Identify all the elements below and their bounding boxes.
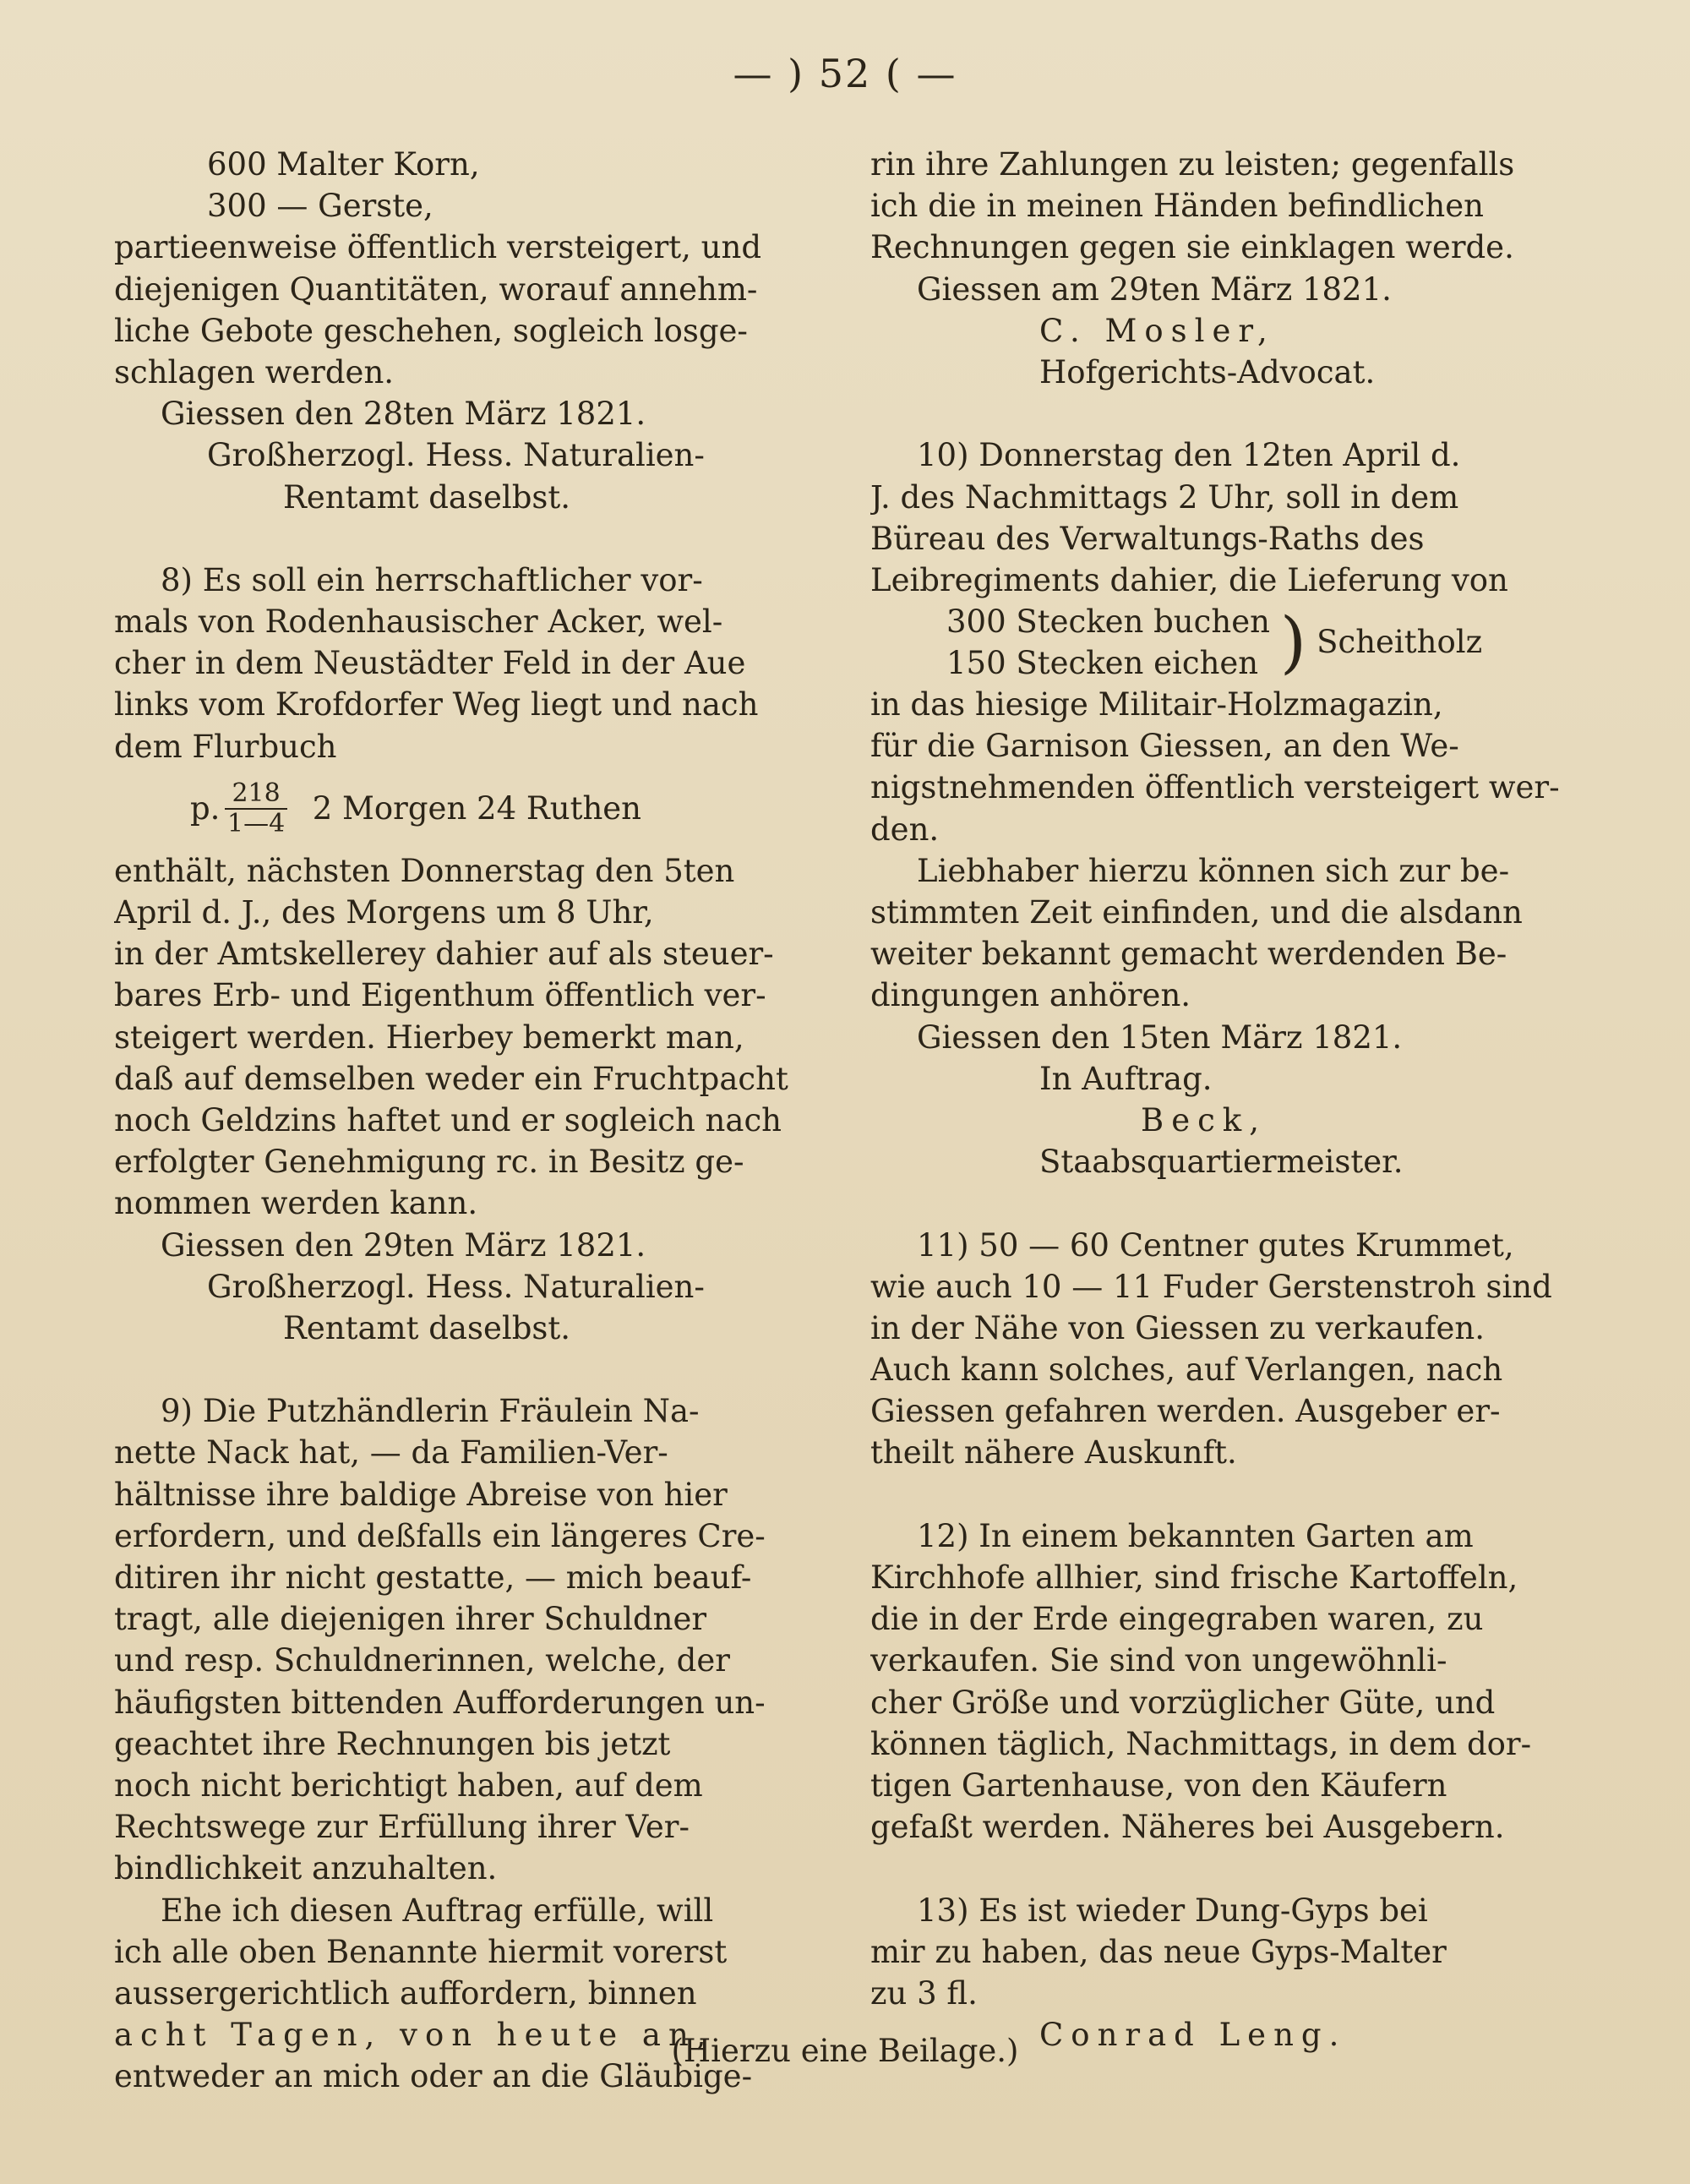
text-line: steigert werden. Hierbey bemerkt man,: [114, 1018, 744, 1056]
signature: Großherzogl. Hess. Naturalien-: [207, 1268, 705, 1305]
dateline: Giessen den 28ten März 1821.: [161, 396, 646, 433]
text-line: verkaufen. Sie sind von ungewöhnli-: [870, 1642, 1447, 1679]
signature: C. Mosler,: [1039, 312, 1275, 349]
text-line: tragt, alle diejenigen ihrer Schuldner: [114, 1601, 707, 1638]
text-line: Kirchhofe allhier, sind frische Kartoffeln,: [870, 1559, 1518, 1596]
text-line: erfolgter Genehmigung rc. in Besitz ge-: [114, 1144, 744, 1181]
text-line: theilt nähere Auskunft.: [870, 1434, 1237, 1471]
text-line: Büreau des Verwaltungs-Raths des: [870, 520, 1425, 557]
text-line: noch Geldzins haftet und er sogleich nach: [114, 1101, 782, 1138]
land-register-reference: [114, 767, 841, 850]
text-line: daß auf demselben weder ein Fruchtpacht: [114, 1060, 788, 1097]
text-line: Leibregiments dahier, die Lieferung von: [870, 561, 1508, 598]
notice-9-start: 9) Die Putzhändlerin Fräulein Na-: [161, 1393, 700, 1430]
notice-13-start: 13) Es ist wieder Dung-Gyps bei: [917, 1892, 1428, 1929]
text-line: diejenigen Quantitäten, worauf annehm-: [114, 270, 758, 308]
text-line: bares Erb- und Eigenthum öffentlich ver-: [114, 977, 766, 1014]
text-line: aussergerichtlich auffordern, binnen: [114, 1974, 697, 2012]
text-line: in der Nähe von Giessen zu verkaufen.: [870, 1309, 1485, 1346]
right-column: [870, 144, 1593, 2056]
fraction-prefix: p.: [190, 790, 221, 827]
text-line: acht Tagen, von heute an,: [114, 2017, 714, 2054]
text-line: dem Flurbuch: [114, 728, 337, 765]
text-line: stimmten Zeit einfinden, und die alsdann: [870, 894, 1523, 931]
text-line: gefaßt werden. Näheres bei Ausgebern.: [870, 1809, 1505, 1846]
text-line: cher in dem Neustädter Feld in der Aue: [114, 645, 746, 682]
text-line: partieenweise öffentlich versteigert, und: [114, 229, 762, 266]
text-line: dingungen anhören.: [870, 977, 1191, 1014]
text-line: weiter bekannt gemacht werdenden Be-: [870, 936, 1507, 973]
text-line: Ehe ich diesen Auftrag erfülle, will: [161, 1892, 714, 1929]
text-line: rin ihre Zahlungen zu leisten; gegenfalls: [870, 146, 1515, 183]
text-line: und resp. Schuldnerinnen, welche, der: [114, 1642, 730, 1679]
dateline: Giessen den 29ten März 1821.: [161, 1226, 646, 1264]
text-line: Auch kann solches, auf Verlangen, nach: [870, 1351, 1503, 1389]
text-line: 300 — Gerste,: [207, 188, 433, 225]
text-line: häufigsten bittenden Aufforderungen un-: [114, 1684, 766, 1721]
text-line: J. des Nachmittags 2 Uhr, soll in dem: [870, 478, 1459, 516]
notice-11-start: 11) 50 — 60 Centner gutes Krummet,: [917, 1226, 1514, 1264]
text-line: bindlichkeit anzuhalten.: [114, 1850, 498, 1887]
signature: In Auftrag.: [1039, 1060, 1213, 1097]
signature: Beck,: [1141, 1101, 1267, 1138]
wood-item: 150 Stecken eichen: [946, 645, 1259, 682]
text-line: nigstnehmenden öffentlich versteigert wer-: [870, 769, 1560, 806]
text-line: ich alle oben Benannte hiermit vorerst: [114, 1933, 728, 1970]
text-line: links vom Krofdorfer Weg liegt und nach: [114, 686, 759, 723]
wood-type-label: Scheitholz: [1317, 624, 1483, 661]
text-line: noch nicht berichtigt haben, auf dem: [114, 1766, 703, 1804]
fraction-numerator: 218: [225, 779, 286, 810]
wood-items: [946, 601, 1270, 684]
wood-item: 300 Stecken buchen: [946, 603, 1270, 640]
notice-12-start: 12) In einem bekannten Garten am: [917, 1517, 1474, 1554]
text-line: Rechnungen gegen sie einklagen werde.: [870, 229, 1514, 266]
text-line: mir zu haben, das neue Gyps-Malter: [870, 1933, 1447, 1970]
text-line: tigen Gartenhause, von den Käufern: [870, 1766, 1447, 1804]
fraction-denominator: 1—4: [226, 808, 286, 838]
supplement-note: (Hierzu eine Beilage.): [671, 2033, 1019, 2069]
signature: Hofgerichts-Advocat.: [1039, 353, 1376, 390]
text-line: April d. J., des Morgens um 8 Uhr,: [114, 894, 654, 931]
text-line: wie auch 10 — 11 Fuder Gerstenstroh sind: [870, 1268, 1552, 1305]
brace-symbol: ): [1279, 603, 1307, 682]
text-line: können täglich, Nachmittags, in dem dor-: [870, 1725, 1532, 1762]
text-line: enthält, nächsten Donnerstag den 5ten: [114, 852, 735, 889]
text-line: den.: [870, 811, 940, 848]
text-line: ich die in meinen Händen befindlichen: [870, 188, 1484, 225]
text-line: Liebhaber hierzu können sich zur be-: [917, 852, 1510, 889]
text-line: liche Gebote geschehen, sogleich losge-: [114, 312, 748, 349]
text-line: in der Amtskellerey dahier auf als steuer-: [114, 936, 774, 973]
text-line: mals von Rodenhausischer Acker, wel-: [114, 603, 723, 641]
dateline: Giessen am 29ten März 1821.: [917, 270, 1392, 308]
page-number-header: — ) 52 ( —: [733, 51, 957, 96]
text-line: Rechtswege zur Erfüllung ihrer Ver-: [114, 1809, 690, 1846]
notice-10-start: 10) Donnerstag den 12ten April d.: [917, 437, 1461, 474]
text-line: schlagen werden.: [114, 353, 395, 390]
text-line: für die Garnison Giessen, an den We-: [870, 728, 1459, 765]
notice-8-start: 8) Es soll ein herrschaftlicher vor-: [161, 561, 703, 598]
text-line: erfordern, und deßfalls ein längeres Cre-: [114, 1517, 766, 1554]
text-line: hältnisse ihre baldige Abreise von hier: [114, 1476, 728, 1513]
signature: Rentamt daselbst.: [283, 478, 570, 516]
text-line: entweder an mich oder an die Gläubige-: [114, 2058, 753, 2095]
text-line: geachtet ihre Rechnungen bis jetzt: [114, 1725, 671, 1762]
signature: Conrad Leng.: [1039, 2017, 1347, 2054]
fraction: [225, 779, 286, 838]
dateline: Giessen den 15ten März 1821.: [917, 1018, 1403, 1056]
text-line: zu 3 fl.: [870, 1974, 978, 2012]
signature: Großherzogl. Hess. Naturalien-: [207, 437, 705, 474]
text-line: nommen werden kann.: [114, 1185, 478, 1222]
area-text: 2 Morgen 24 Ruthen: [312, 790, 641, 827]
text-line: cher Größe und vorzüglicher Güte, und: [870, 1684, 1496, 1721]
text-line: nette Nack hat, — da Familien-Ver-: [114, 1434, 668, 1471]
left-column: [114, 144, 841, 2097]
text-line: Giessen gefahren werden. Ausgeber er-: [870, 1393, 1501, 1430]
text-line: die in der Erde eingegraben waren, zu: [870, 1601, 1484, 1638]
text-line: 600 Malter Korn,: [207, 146, 480, 183]
text-line: in das hiesige Militair-Holzmagazin,: [870, 686, 1443, 723]
text-line: ditiren ihr nicht gestatte, — mich beauf-: [114, 1559, 752, 1596]
signature: Rentamt daselbst.: [283, 1309, 570, 1346]
signature: Staabsquartiermeister.: [1039, 1144, 1404, 1181]
wood-list: [870, 601, 1593, 684]
